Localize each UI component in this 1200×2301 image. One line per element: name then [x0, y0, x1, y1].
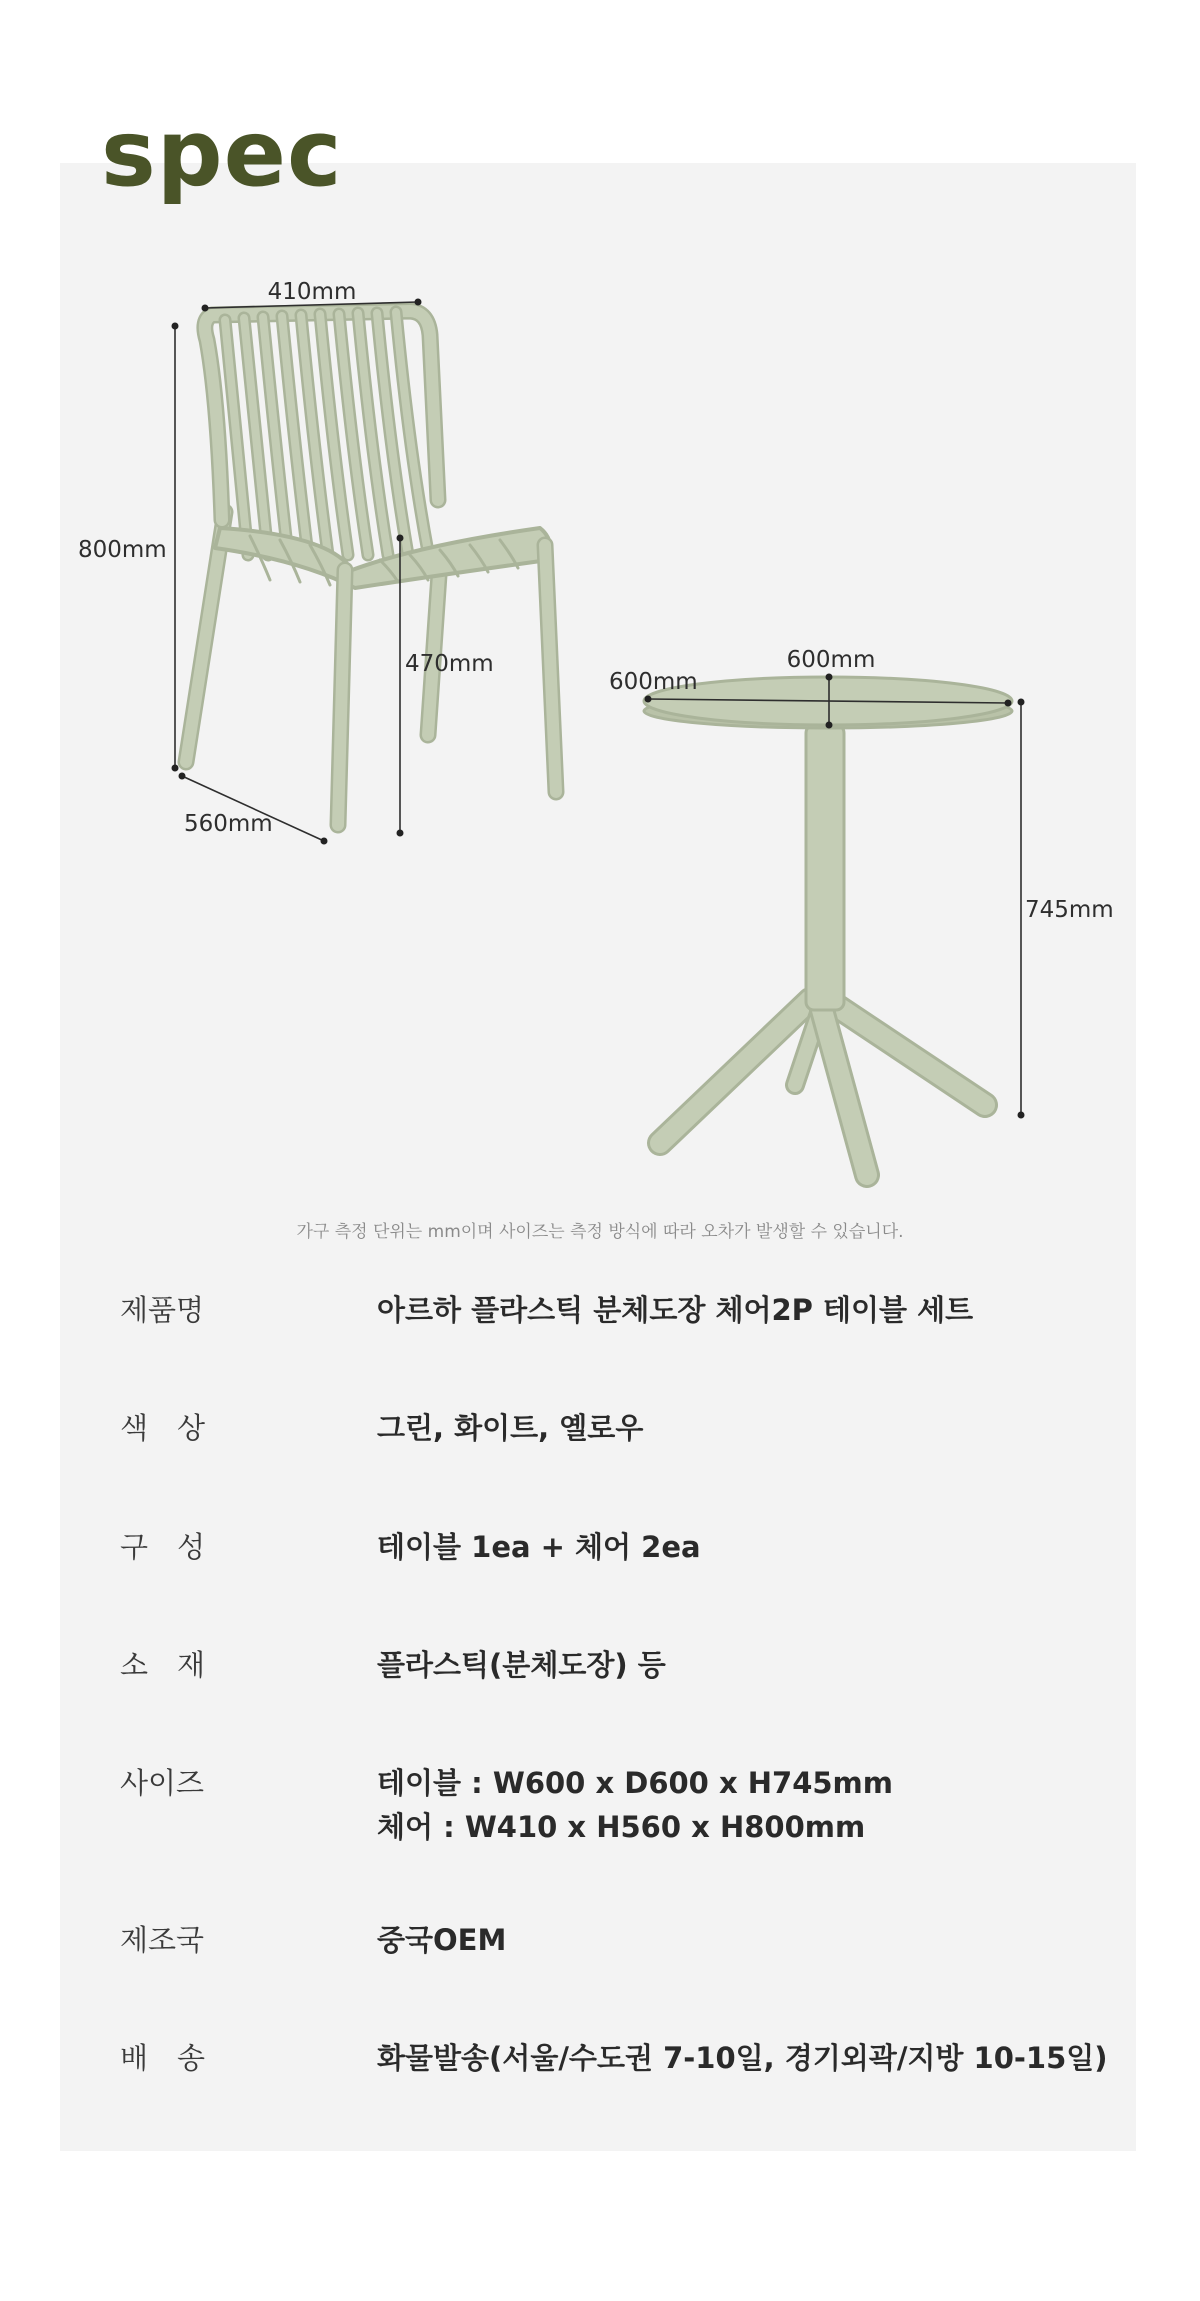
spec-label: 사이즈 — [120, 1766, 205, 1800]
spec-value — [377, 1643, 666, 1687]
chair-width-label: 410mm — [267, 279, 357, 305]
spec-label: 배 송 — [120, 2041, 206, 2075]
spec-value-line: 아르하 플라스틱 분체도장 체어2P 테이블 세트 — [377, 1293, 974, 1327]
spec-value-line: 테이블 : W600 x D600 x H745mm — [377, 1766, 893, 1800]
spec-value — [377, 1406, 643, 1450]
spec-value — [377, 1288, 973, 1332]
measurement-note: 가구 측정 단위는 mm이며 사이즈는 측정 방식에 따라 오차가 발생할 수 있습니다. — [296, 1222, 904, 1242]
spec-value-line: 중국OEM — [377, 1923, 507, 1957]
spec-value — [377, 2036, 1108, 2080]
spec-label: 소 재 — [120, 1648, 206, 1682]
spec-value — [377, 1918, 506, 1962]
table-height-label: 745mm — [1025, 897, 1114, 923]
spec-value-line: 화물발송(서울/수도권 7-10일, 경기외곽/지방 10-15일) — [377, 2041, 1108, 2075]
spec-value-line: 그린, 화이트, 옐로우 — [377, 1411, 644, 1445]
table-depth-label: 600mm — [609, 669, 698, 695]
chair-illustration — [186, 311, 556, 825]
spec-title: spec — [101, 100, 343, 207]
table-illustration — [644, 677, 1012, 1175]
spec-label: 제조국 — [120, 1923, 205, 1957]
chair-seat-height-label: 470mm — [405, 651, 494, 677]
spec-value — [377, 1761, 893, 1849]
chair-height-label: 800mm — [78, 537, 167, 563]
spec-value-line: 테이블 1ea + 체어 2ea — [377, 1530, 701, 1564]
chair-depth-label: 560mm — [184, 811, 273, 837]
spec-value-line: 체어 : W410 x H560 x H800mm — [377, 1810, 866, 1844]
spec-label: 제품명 — [120, 1293, 205, 1327]
spec-value-line: 플라스틱(분체도장) 등 — [377, 1648, 666, 1682]
spec-value — [377, 1525, 701, 1569]
spec-label: 색 상 — [120, 1411, 206, 1445]
table-width-label: 600mm — [786, 647, 876, 673]
spec-label: 구 성 — [120, 1530, 206, 1564]
